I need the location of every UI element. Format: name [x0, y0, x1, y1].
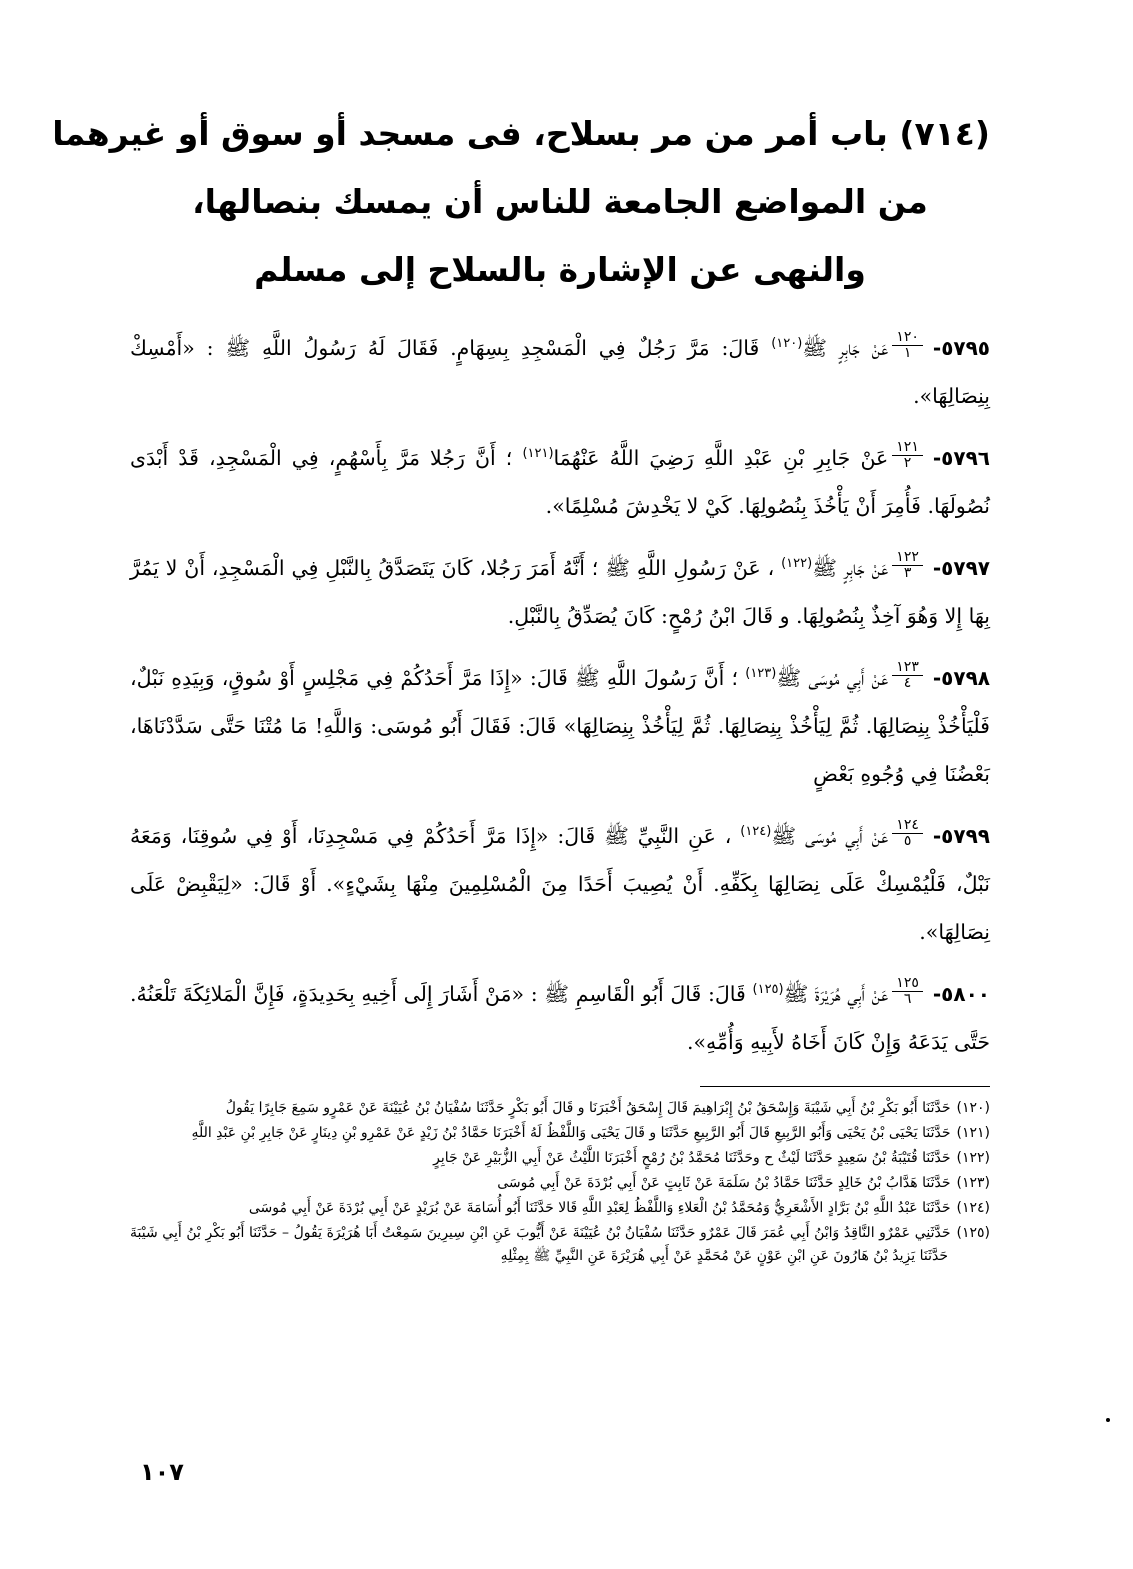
- footnote-ref[interactable]: (١٢٤): [740, 824, 772, 840]
- footnote-124: [130, 1197, 990, 1220]
- footnote-122: [130, 1147, 990, 1170]
- footnote-text: حَدَّثَنَا هَدَّابُ بْنُ خَالِدٍ حَدَّثَنَا حَمَّادُ بْنُ سَلَمَةَ عَنْ ثَابِتٍ عَنْ أَبِي بُرْدَةَ عَنْ أَبِي مُوسَى: [497, 1175, 951, 1191]
- footnotes: [130, 1097, 990, 1268]
- footnote-text: حَدَّثَنِي عَمْرٌو النَّاقِدُ وَابْنُ أَبِي عُمَرَ قَالَ عَمْرٌو حَدَّثَنَا سُفْيَانُ بْنُ عُيَيْنَةَ عَنْ أَيُّوبَ عَنِ ابْنِ سِيرِينَ سَمِعْتُ أَبَا هُرَيْرَةَ يَقُولُ – حَدَّثَنَا أَبُو بَكْرِ بْنُ أَبِي شَيْبَةَ حَدَّثَنَا يَزِيدُ بْنُ هَارُونَ عَنِ ابْنِ عَوْنٍ عَنْ مُحَمَّدٍ عَنْ أَبِي هُرَيْرَةَ عَنِ النَّبِيِّ ﷺ بِمِثْلِهِ: [130, 1225, 951, 1264]
- footnote-123: [130, 1172, 990, 1195]
- footnote-number: (١٢٥): [956, 1225, 990, 1241]
- footnote-number: (١٢٣): [956, 1175, 990, 1191]
- hadith-fraction: $\frac{١٢٣}{٤}$: [892, 660, 923, 691]
- footnote-ref[interactable]: (١٢٣): [745, 666, 777, 682]
- footnote-number: (١٢١): [956, 1125, 990, 1141]
- footnote-number: (١٢٢): [956, 1150, 990, 1166]
- hadith-fraction: $\frac{١٢٢}{٣}$: [892, 550, 923, 581]
- chapter-title: [52, 100, 990, 304]
- hadith-text-start: عَنْ جَابِرٍ ﷺ: [812, 556, 889, 580]
- hadith-text-start: عَنْ جَابِرِ بْنِ عَبْدِ اللَّهِ رَضِيَ اللَّهُ عَنْهُمَا: [553, 446, 889, 470]
- page-number: ١٠٧: [140, 1458, 184, 1486]
- hadith-5800: [130, 970, 990, 1066]
- hadith-text: ؛ أَنَّ رَجُلا مَرَّ بِأَسْهُمٍ، فِي الْمَسْجِدِ، قَدْ أَبْدَى نُصُولَهَا. فَأُمِرَ أَنْ يَأْخُذَ بِنُصُولِهَا. كَيْ لا يَخْدِشَ مُسْلِمًا».: [130, 446, 990, 518]
- chapter-title-line-2: من المواضع الجامعة للناس أن يمسك بنصالها،: [192, 182, 928, 221]
- hadith-text: قَالَ: مَرَّ رَجُلٌ فِي الْمَسْجِدِ بِسِهَامٍ. فَقَالَ لَهُ رَسُولُ اللَّهِ ﷺ : «أَمْسِكْ بِنِصَالِهَا».: [130, 336, 990, 408]
- footnote-ref[interactable]: (١٢٥): [752, 982, 784, 998]
- footnote-text: حَدَّثَنَا عَبْدُ اللَّهِ بْنُ بَرَّادٍ الأَشْعَرِيُّ وَمُحَمَّدُ بْنُ الْعَلاءِ وَاللَّفْظُ لِعَبْدِ اللَّهِ قَالا حَدَّثَنَا أَبُو أُسَامَةَ عَنْ بُرَيْدٍ عَنْ أَبِي بُرْدَةَ عَنْ أَبِي مُوسَى: [248, 1200, 951, 1216]
- chapter-title-line-3: والنهى عن الإشارة بالسلاح إلى مسلم: [254, 250, 866, 289]
- hadith-fraction: $\frac{١٢٠}{١}$: [892, 330, 923, 361]
- hadith-number: ٥٨٠٠-: [932, 982, 990, 1006]
- hadith-5799: [130, 812, 990, 956]
- hadith-text-start: عَنْ أَبِي هُرَيْرَةَ ﷺ: [783, 982, 889, 1006]
- footnote-ref[interactable]: (١٢٢): [781, 556, 813, 572]
- hadith-text: ، عَنْ رَسُولِ اللَّهِ ﷺ ؛ أَنَّهُ أَمَرَ رَجُلا، كَانَ يَتَصَدَّقُ بِالنَّبْلِ فِي الْمَسْجِدِ، أَنْ لا يَمُرَّ بِهَا إِلا وَهُوَ آخِذٌ بِنُصُولِهَا. و قَالَ ابْنُ رُمْحٍ: كَانَ يُصَدِّقُ بِالنَّبْلِ.: [130, 556, 990, 628]
- hadith-text-start: عَنْ أَبِي مُوسَى ﷺ: [771, 824, 889, 848]
- hadith-number: ٥٧٩٦-: [932, 446, 990, 470]
- hadith-fraction: $\frac{١٢٥}{٦}$: [892, 976, 923, 1007]
- hadith-5796: [130, 434, 990, 530]
- hadith-number: ٥٧٩٧-: [932, 556, 990, 580]
- hadith-number: ٥٧٩٩-: [932, 824, 990, 848]
- footnote-number: (١٢٤): [956, 1200, 990, 1216]
- hadith-text: ، عَنِ النَّبِيِّ ﷺ قَالَ: «إِذَا مَرَّ أَحَدُكُمْ فِي مَسْجِدِنَا، أَوْ فِي سُوقِنَا، وَمَعَهُ نَبْلٌ، فَلْيُمْسِكْ عَلَى نِصَالِهَا بِكَفِّهِ. أَنْ يُصِيبَ أَحَدًا مِنَ الْمُسْلِمِينَ مِنْهَا بِشَيْءٍ». أَوْ قَالَ: «لِيَقْبِضْ عَلَى نِصَالِهَا».: [130, 824, 990, 944]
- footnote-divider: [700, 1086, 990, 1087]
- hadith-5798: [130, 654, 990, 798]
- footnote-120: [130, 1097, 990, 1120]
- hadith-text-start: عَنْ أَبِي مُوسَى ﷺ: [776, 666, 889, 690]
- hadith-5795: [130, 324, 990, 420]
- hadith-text: قَالَ: قَالَ أَبُو الْقَاسِمِ ﷺ : «مَنْ أَشَارَ إِلَى أَخِيهِ بِحَدِيدَةٍ، فَإِنَّ الْمَلائِكَةَ تَلْعَنُهُ. حَتَّى يَدَعَهُ وَإِنْ كَانَ أَخَاهُ لأَبِيهِ وَأُمِّهِ».: [130, 982, 990, 1054]
- chapter-title-line-1: (٧١٤) باب أمر من مر بسلاح، فى مسجد أو سوق أو غيرهما: [52, 114, 990, 153]
- hadith-number: ٥٧٩٥-: [932, 336, 991, 360]
- footnote-ref[interactable]: (١٢٠): [771, 336, 803, 352]
- hadith-text: ؛ أَنَّ رَسُولَ اللَّهِ ﷺ قَالَ: «إِذَا مَرَّ أَحَدُكُمْ فِي مَجْلِسٍ أَوْ سُوقٍ، وَبِيَدِهِ نَبْلٌ، فَلْيَأْخُذْ بِنِصَالِهَا. ثُمَّ لِيَأْخُذْ بِنِصَالِهَا. ثُمَّ لِيَأْخُذْ بِنِصَالِهَا» قَالَ: فَقَالَ أَبُو مُوسَى: وَاللَّهِ! مَا مُتْنَا حَتَّى سَدَّدْنَاهَا، بَعْضُنَا فِي وُجُوهِ بَعْضٍ: [130, 666, 990, 786]
- footnote-text: حَدَّثَنَا أَبُو بَكْرِ بْنُ أَبِي شَيْبَةَ وَإِسْحَقُ بْنُ إِبْرَاهِيمَ قَالَ إِسْحَقُ أَخْبَرَنَا و قَالَ أَبُو بَكْرٍ حَدَّثَنَا سُفْيَانُ بْنُ عُيَيْنَةَ عَنْ عَمْرٍو سَمِعَ جَابِرًا يَقُولُ: [225, 1100, 951, 1116]
- footnote-text: حَدَّثَنَا قُتَيْبَةُ بْنُ سَعِيدٍ حَدَّثَنَا لَيْثٌ ح وحَدَّثَنَا مُحَمَّدُ بْنُ رُمْحٍ أَخْبَرَنَا اللَّيْثُ عَنْ أَبِي الزُّبَيْرِ عَنْ جَابِرٍ: [433, 1150, 951, 1166]
- footnote-125: [130, 1222, 990, 1268]
- footnote-ref[interactable]: (١٢١): [522, 446, 554, 462]
- hadith-fraction: $\frac{١٢٤}{٥}$: [892, 818, 923, 849]
- hadith-5797: [130, 544, 990, 640]
- hadith-text-start: عَنْ جَابِرٍ ﷺ: [802, 336, 889, 360]
- hadith-fraction: $\frac{١٢١}{٢}$: [892, 440, 923, 471]
- book-page: [52, 100, 991, 1520]
- footnote-text: حَدَّثَنَا يَحْيَى بْنُ يَحْيَى وَأَبُو الرَّبِيعِ قَالَ أَبُو الرَّبِيعِ حَدَّثَنَا و قَالَ يَحْيَى وَاللَّفْظُ لَهُ أَخْبَرَنَا حَمَّادُ بْنُ زَيْدٍ عَنْ عَمْرِو بْنِ دِينَارٍ عَنْ جَابِرِ بْنِ عَبْدِ اللَّهِ: [191, 1125, 951, 1141]
- margin-dot: [1106, 1418, 1110, 1422]
- hadith-number: ٥٧٩٨-: [932, 666, 990, 690]
- footnote-121: [130, 1122, 990, 1145]
- footnote-number: (١٢٠): [956, 1100, 990, 1116]
